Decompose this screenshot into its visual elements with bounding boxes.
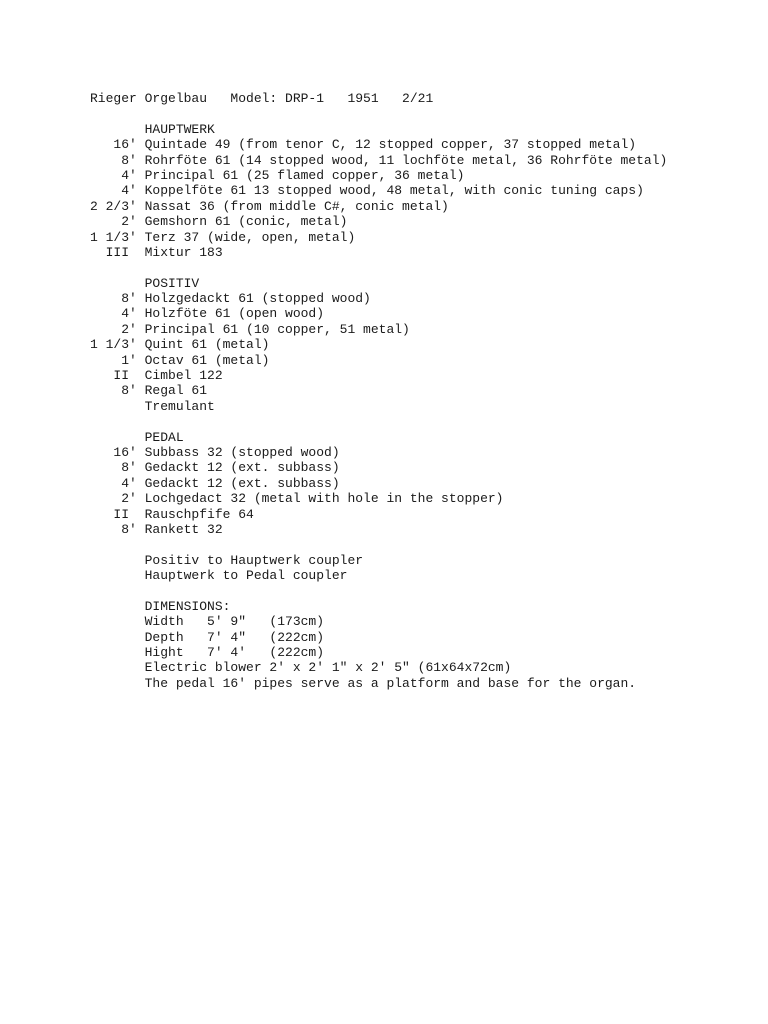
section-hauptwerk: [90, 122, 667, 261]
stop-line: 8' Rankett 32: [90, 521, 223, 537]
section-heading: DIMENSIONS:: [90, 598, 231, 614]
stop-line: 8' Regal 61: [90, 383, 208, 399]
stop-line: 2 2/3' Nassat 36 (from middle C#, conic metal): [90, 198, 449, 214]
stop-line: 8' Gedackt 12 (ext. subbass): [90, 460, 340, 476]
section-couplers: [90, 553, 667, 584]
stop-line: 1 1/3' Terz 37 (wide, open, metal): [90, 229, 356, 245]
dimension-line: Depth 7' 4" (222cm): [90, 629, 325, 645]
dimension-line: Width 5' 9" (173cm): [90, 614, 325, 630]
stop-line: II Rauschpfife 64: [90, 506, 254, 522]
coupler-line: Positiv to Hauptwerk coupler: [90, 552, 364, 568]
stop-line: 1' Octav 61 (metal): [90, 352, 270, 368]
stop-line: 4' Holzföte 61 (open wood): [90, 306, 325, 322]
section-pedal: [90, 430, 667, 538]
stop-line: 1 1/3' Quint 61 (metal): [90, 337, 270, 353]
section-positiv: [90, 276, 667, 415]
spacer: [90, 584, 667, 599]
stop-line: 8' Holzgedackt 61 (stopped wood): [90, 291, 371, 307]
stop-line: 4' Gedackt 12 (ext. subbass): [90, 475, 340, 491]
spacer: [90, 106, 667, 121]
stop-line: II Cimbel 122: [90, 368, 223, 384]
section-heading: HAUPTWERK: [90, 121, 215, 137]
stop-line: 16' Quintade 49 (from tenor C, 12 stopped copper, 37 stopped metal): [90, 137, 637, 153]
stop-line: 16' Subbass 32 (stopped wood): [90, 444, 340, 460]
document-body: [90, 91, 667, 691]
stop-line: Tremulant: [90, 398, 215, 414]
spacer: [90, 260, 667, 275]
section-dimensions: [90, 599, 667, 691]
note-line: The pedal 16' pipes serve as a platform and base for the organ.: [90, 675, 637, 691]
section-heading: POSITIV: [90, 275, 200, 291]
stop-line: III Mixtur 183: [90, 244, 223, 260]
stop-line: 4' Principal 61 (25 flamed copper, 36 metal): [90, 167, 465, 183]
stop-line: 8' Rohrföte 61 (14 stopped wood, 11 lochföte metal, 36 Rohrföte metal): [90, 152, 668, 168]
section-heading: PEDAL: [90, 429, 184, 445]
dimension-line: Electric blower 2' x 2' 1" x 2' 5" (61x64x72cm): [90, 660, 512, 676]
stop-line: 2' Gemshorn 61 (conic, metal): [90, 214, 348, 230]
stop-line: 2' Principal 61 (10 copper, 51 metal): [90, 321, 410, 337]
stop-line: 2' Lochgedact 32 (metal with hole in the stopper): [90, 491, 504, 507]
dimension-line: Hight 7' 4' (222cm): [90, 645, 325, 661]
coupler-line: Hauptwerk to Pedal coupler: [90, 568, 348, 584]
document-header: Rieger Orgelbau Model: DRP-1 1951 2/21: [90, 91, 434, 106]
stop-line: 4' Koppelföte 61 13 stopped wood, 48 metal, with conic tuning caps): [90, 183, 644, 199]
spacer: [90, 537, 667, 552]
spacer: [90, 414, 667, 429]
